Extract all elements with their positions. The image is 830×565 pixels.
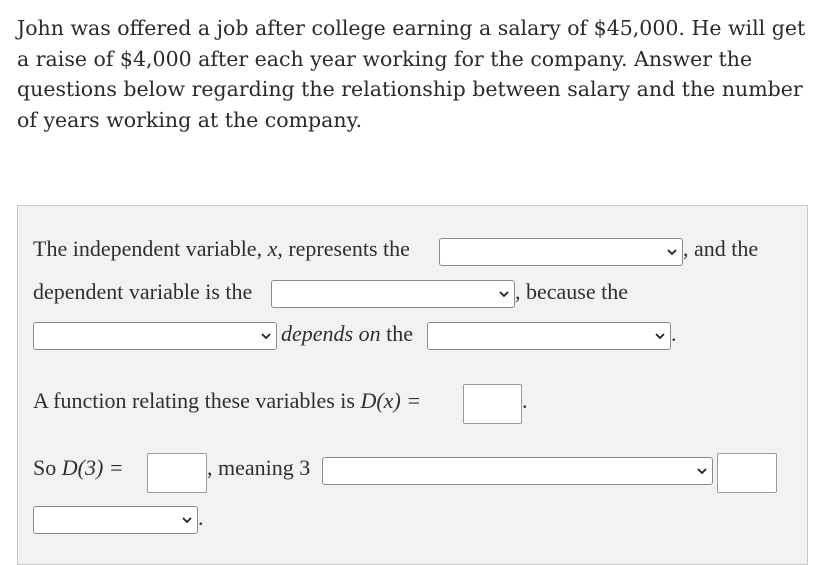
chevron-down-icon <box>260 330 272 342</box>
q1-text-d: , because the <box>515 279 628 304</box>
q3-text-c: . <box>198 505 204 530</box>
independent-variable-select[interactable] <box>439 238 683 266</box>
q1-text-a: The independent variable, x, represents the <box>33 236 410 261</box>
q3-text-a: So D(3) = <box>33 455 124 480</box>
q2-text-b: . <box>522 388 528 413</box>
q1-text-e: depends on the <box>281 321 413 346</box>
chevron-down-icon <box>654 330 666 342</box>
dependent-quantity-select[interactable] <box>33 322 277 350</box>
meaning-unit-select[interactable] <box>33 506 198 534</box>
d3-input[interactable] <box>147 453 207 493</box>
function-notation: D(x) = <box>360 388 422 413</box>
meaning-input[interactable] <box>717 453 777 493</box>
q1-text-f: . <box>671 321 677 346</box>
q1-text-c: dependent variable is the <box>33 279 253 304</box>
chevron-down-icon <box>696 465 708 477</box>
meaning-select[interactable] <box>322 457 713 485</box>
independent-quantity-select[interactable] <box>427 322 671 350</box>
function-eval-notation: D(3) = <box>61 455 124 480</box>
chevron-down-icon <box>181 514 193 526</box>
chevron-down-icon <box>498 288 510 300</box>
function-input[interactable] <box>463 384 522 424</box>
q2-text-a: A function relating these variables is D(x) = <box>33 388 422 413</box>
variable-x: x <box>267 236 278 261</box>
dependent-variable-select[interactable] <box>271 280 515 308</box>
problem-statement: John was offered a job after college earning a salary of $45,000. He will get a raise of $4,000 after each year working for the company. Answer the questions below regarding the relationship between salary and the number of years working at the company. <box>17 16 806 132</box>
q3-text-b: , meaning 3 <box>207 455 311 480</box>
chevron-down-icon <box>666 246 678 258</box>
q1-text-b: , and the <box>683 236 759 261</box>
